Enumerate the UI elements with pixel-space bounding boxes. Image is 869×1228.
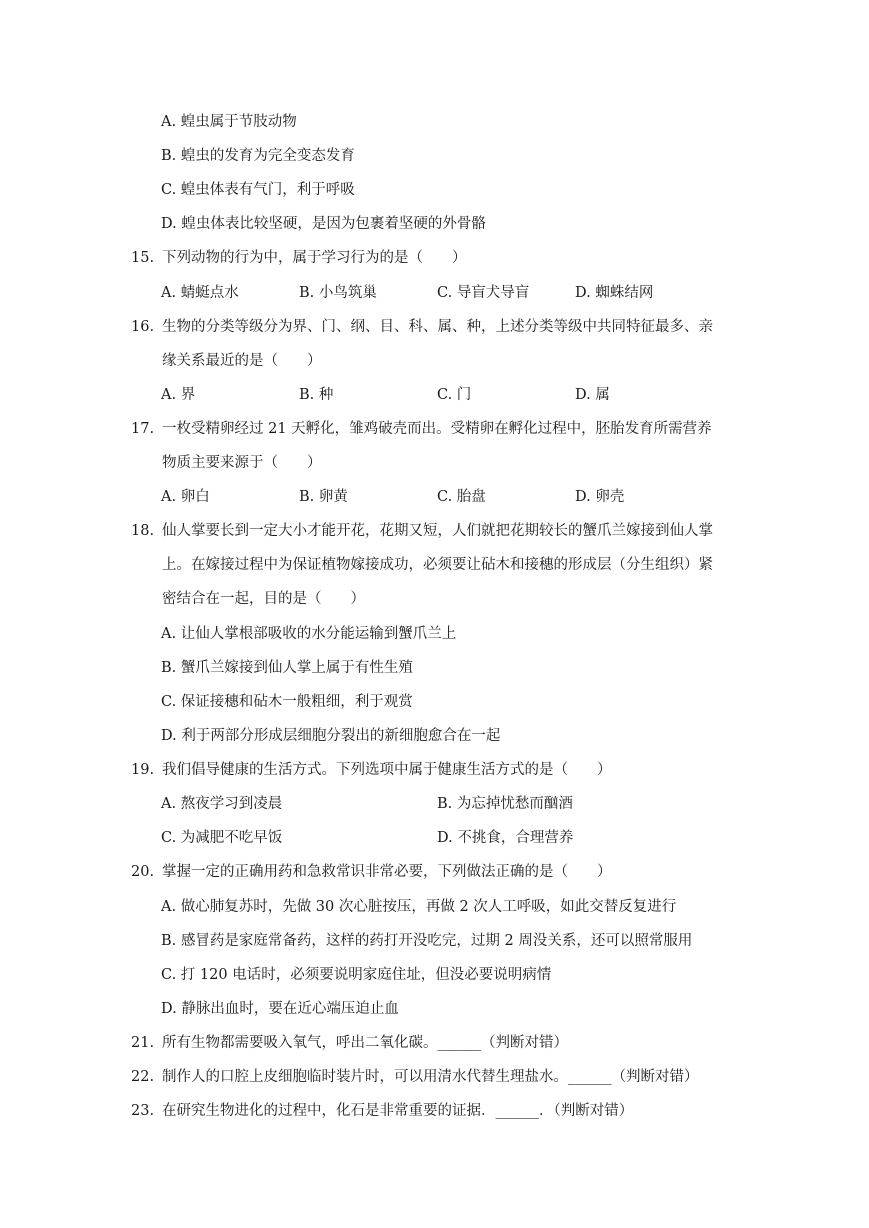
q20-number: 20. — [131, 864, 155, 880]
q23-number: 23. — [131, 1103, 155, 1119]
q19-stem: 我们倡导健康的生活方式。下列选项中属于健康生活方式的是（ ） — [162, 762, 612, 778]
q15-option-c: C. 导盲犬导盲 — [437, 285, 530, 301]
q21-number: 21. — [131, 1035, 155, 1051]
q15-option-b: B. 小鸟筑巢 — [299, 285, 377, 301]
q23-stem: 在研究生物进化的过程中，化石是非常重要的证据．______．（判断对错） — [162, 1103, 634, 1119]
q16-option-c: C. 门 — [437, 387, 472, 403]
q15-option-d: D. 蜘蛛结网 — [575, 285, 654, 301]
q17-number: 17. — [131, 421, 155, 437]
q14-option-c: C. 蝗虫体表有气门，利于呼吸 — [161, 182, 355, 198]
q17-option-c: C. 胎盘 — [437, 489, 486, 505]
q16-option-b: B. 种 — [299, 387, 334, 403]
q21-stem: 所有生物都需要吸入氧气，呼出二氧化碳。______（判断对错） — [162, 1035, 568, 1051]
q18-stem-line1: 仙人掌要长到一定大小才能开花，花期又短，人们就把花期较长的蟹爪兰嫁接到仙人掌 — [162, 523, 713, 539]
q18-option-d: D. 利于两部分形成层细胞分裂出的新细胞愈合在一起 — [161, 728, 501, 744]
q18-option-c: C. 保证接穗和砧木一般粗细，利于观赏 — [161, 694, 413, 710]
q17-option-a: A. 卵白 — [161, 489, 210, 505]
q20-option-b: B. 感冒药是家庭常备药，这样的药打开没吃完，过期 2 周没关系，还可以照常服用 — [161, 933, 693, 949]
q19-number: 19. — [131, 762, 155, 778]
q17-stem-line1: 一枚受精卵经过 21 天孵化，雏鸡破壳而出。受精卵在孵化过程中，胚胎发育所需营养 — [162, 421, 712, 437]
q14-option-b: B. 蝗虫的发育为完全变态发育 — [161, 148, 355, 164]
q15-stem: 下列动物的行为中，属于学习行为的是（ ） — [162, 250, 467, 266]
q19-option-d: D. 不挑食，合理营养 — [437, 830, 574, 846]
q16-number: 16. — [131, 319, 155, 335]
q18-stem-line2: 上。在嫁接过程中为保证植物嫁接成功，必须要让砧木和接穗的形成层（分生组织）紧 — [162, 557, 713, 573]
q15-option-a: A. 蜻蜓点水 — [161, 285, 239, 301]
q20-option-a: A. 做心肺复苏时，先做 30 次心脏按压，再做 2 次人工呼吸，如此交替反复进行 — [161, 899, 677, 915]
q18-number: 18. — [131, 523, 155, 539]
q22-stem: 制作人的口腔上皮细胞临时装片时，可以用清水代替生理盐水。______（判断对错） — [162, 1069, 699, 1085]
q20-option-d: D. 静脉出血时，要在近心端压迫止血 — [161, 1001, 399, 1017]
q16-stem-line2: 缘关系最近的是（ ） — [162, 353, 322, 369]
q18-stem-line3: 密结合在一起，目的是（ ） — [162, 591, 365, 607]
q19-option-b: B. 为忘掉忧愁而酗酒 — [437, 796, 573, 812]
q17-stem-line2: 物质主要来源于（ ） — [162, 455, 322, 471]
q16-option-a: A. 界 — [161, 387, 196, 403]
q17-option-d: D. 卵壳 — [575, 489, 625, 505]
q17-option-b: B. 卵黄 — [299, 489, 348, 505]
q22-number: 22. — [131, 1069, 155, 1085]
q20-option-c: C. 打 120 电话时，必须要说明家庭住址，但没必要说明病情 — [161, 967, 552, 983]
q16-option-d: D. 属 — [575, 387, 610, 403]
q20-stem: 掌握一定的正确用药和急救常识非常必要，下列做法正确的是（ ） — [162, 864, 612, 880]
q18-option-b: B. 蟹爪兰嫁接到仙人掌上属于有性生殖 — [161, 660, 413, 676]
q18-option-a: A. 让仙人掌根部吸收的水分能运输到蟹爪兰上 — [161, 626, 457, 642]
q15-number: 15. — [131, 250, 155, 266]
q14-option-d: D. 蝗虫体表比较坚硬，是因为包裹着坚硬的外骨骼 — [161, 216, 486, 232]
q14-option-a: A. 蝗虫属于节肢动物 — [161, 114, 297, 130]
q16-stem-line1: 生物的分类等级分为界、门、纲、目、科、属、种，上述分类等级中共同特征最多、亲 — [162, 319, 713, 335]
q19-option-c: C. 为减肥不吃早饭 — [161, 830, 283, 846]
q19-option-a: A. 熬夜学习到凌晨 — [161, 796, 283, 812]
